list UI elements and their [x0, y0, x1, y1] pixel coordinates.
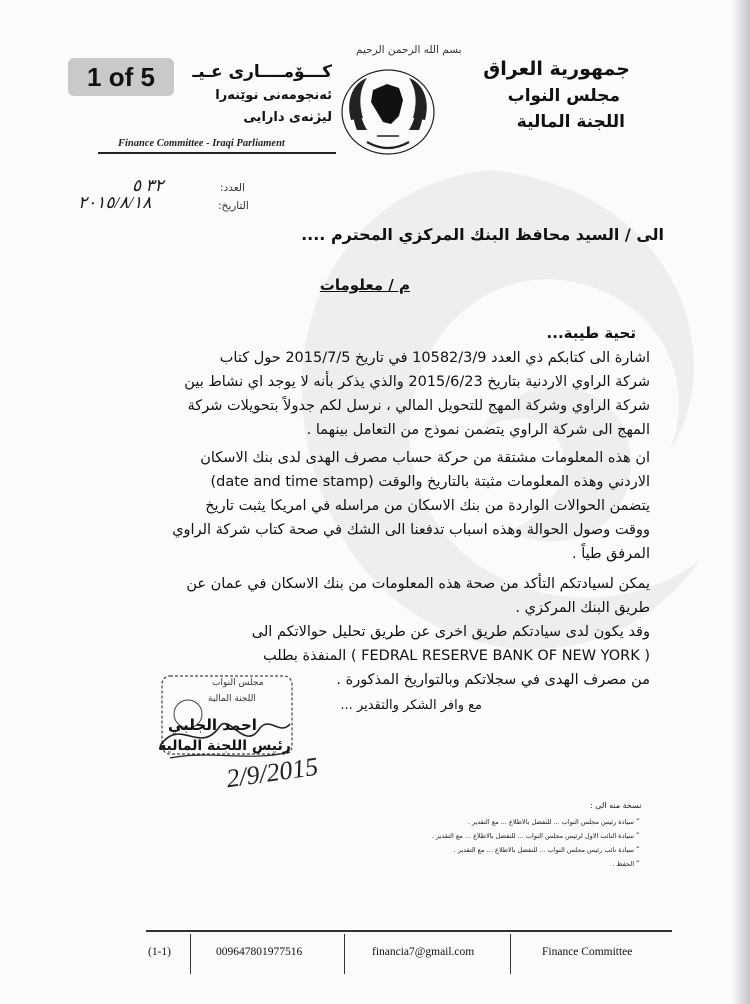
- footer-separator: [344, 934, 345, 974]
- subject: م / معلومات: [319, 276, 410, 294]
- greeting: تحية طيبة...: [546, 324, 636, 342]
- body-line: المهج الى شركة الراوي يتضمن نموذج من التعامل بينهما .: [306, 422, 650, 438]
- cc-item: سيادة نائب رئيس مجلس النواب ... للتفضل بالاطلاع ... مع التقدير .: [453, 846, 634, 854]
- body-line: من مصرف الهدى في سجلاتكم وبالتواريخ المذكورة .: [336, 672, 650, 688]
- cc-title: نسخة منه الى :: [590, 801, 642, 810]
- footer-phone: 009647801977516: [216, 946, 303, 958]
- parliament-emblem-icon: [337, 60, 439, 158]
- scan-edge-shadow: [732, 0, 750, 1004]
- cc-item: سيادة النائب الاول لرئيس مجلس النواب ... للتفضل بالاطلاع ... مع التقدير .: [431, 832, 634, 840]
- body-line: المرفق طياً .: [571, 546, 650, 562]
- kurdish-header-line2: ئەنجومەنی نوێنەرا: [215, 88, 332, 103]
- cc-bullet: -: [636, 814, 640, 825]
- ref-number-value: ٣٢ ٥: [132, 176, 164, 195]
- footer-committee: Finance Committee: [542, 946, 633, 958]
- body-line: ووقت وصول الحوالة وهذه اسباب تدفعنا الى الشك في صحة كتاب شركة الراوي: [172, 522, 650, 538]
- arabic-header-line3: اللجنة المالية: [516, 112, 625, 132]
- body-line: شركة الراوي الاردنية بتاريخ 2015/6/23 والذي يذكر بأنه لا يوجد اي نشاط بين: [184, 374, 650, 390]
- body-line: شركة الراوي وشركة المهج للتحويل المالي ، نرسل لكم جدولاً بتحويلات شركة: [187, 398, 650, 414]
- footer-divider: [146, 930, 672, 932]
- footer-separator: [510, 934, 511, 974]
- kurdish-header-line1: کـــۆمــــاری عـیـ: [192, 62, 332, 82]
- cc-bullet: -: [636, 856, 640, 867]
- cc-item: سيادة رئيس مجلس النواب ... للتفضل بالاطلاع ... مع التقدير .: [467, 818, 634, 826]
- signer-title: رئيس اللجنة المالية: [158, 738, 291, 754]
- body-line: طريق البنك المركزي .: [515, 600, 650, 616]
- stamp-line1: مجلس النواب: [212, 678, 264, 688]
- body-line: يتضمن الحوالات الواردة من بنك الاسكان من مراسله في امريكا يثبت تاريخ: [205, 498, 650, 514]
- ref-date-value: ٢٠١٥/٨/١٨: [78, 193, 152, 212]
- addressee: الى / السيد محافظ البنك المركزي المحترم ....: [301, 225, 664, 244]
- kurdish-header-line3: لیژنەی دارایی: [243, 110, 332, 125]
- footer-email: financia7@gmail.com: [372, 946, 475, 958]
- page-indicator-badge: 1 of 5: [68, 58, 174, 96]
- kurdish-header-english: Finance Committee - Iraqi Parliament: [118, 138, 285, 149]
- cc-item: الحفظ .: [612, 860, 634, 868]
- footer-page-ref: (1-1): [148, 946, 171, 958]
- body-line: ( FEDRAL RESERVE BANK OF NEW YORK ) المنفذة بطلب: [262, 648, 650, 664]
- ref-number-label: العدد:: [220, 182, 245, 194]
- body-line: ان هذه المعلومات مشتقة من حركة حساب مصرف الهدى لدى بنك الاسكان: [200, 450, 650, 466]
- closing-line: مع وافر الشكر والتقدير ...: [340, 698, 482, 713]
- footer-separator: [190, 934, 191, 974]
- arabic-header-line2: مجلس النواب: [507, 86, 620, 106]
- body-line: يمكن لسيادتكم التأكد من صحة هذه المعلومات من بنك الاسكان في عمان عن: [186, 576, 650, 592]
- body-line: الاردني وهذه المعلومات مثبتة بالتاريخ والوقت (date and time stamp): [210, 474, 650, 490]
- header-divider: [98, 152, 336, 154]
- body-line: وقد يكون لدى سيادتكم طريق اخرى عن طريق تحليل حوالاتكم الى: [251, 624, 650, 640]
- cc-bullet: -: [636, 828, 640, 839]
- cc-bullet: -: [636, 842, 640, 853]
- stamp-line2: اللجنة المالية: [208, 694, 256, 704]
- ref-date-label: التاريخ:: [218, 200, 249, 212]
- body-line: اشارة الى كتابكم ذي العدد 10582/3/9 في تاريخ 2015/7/5 حول كتاب: [219, 350, 650, 366]
- signature-date: 2/9/2015: [224, 751, 320, 794]
- basmala: بسم الله الرحمن الرحيم: [356, 44, 462, 56]
- signer-name: احمد الجلبي: [168, 716, 257, 734]
- arabic-header-line1: جمهورية العراق: [483, 58, 630, 80]
